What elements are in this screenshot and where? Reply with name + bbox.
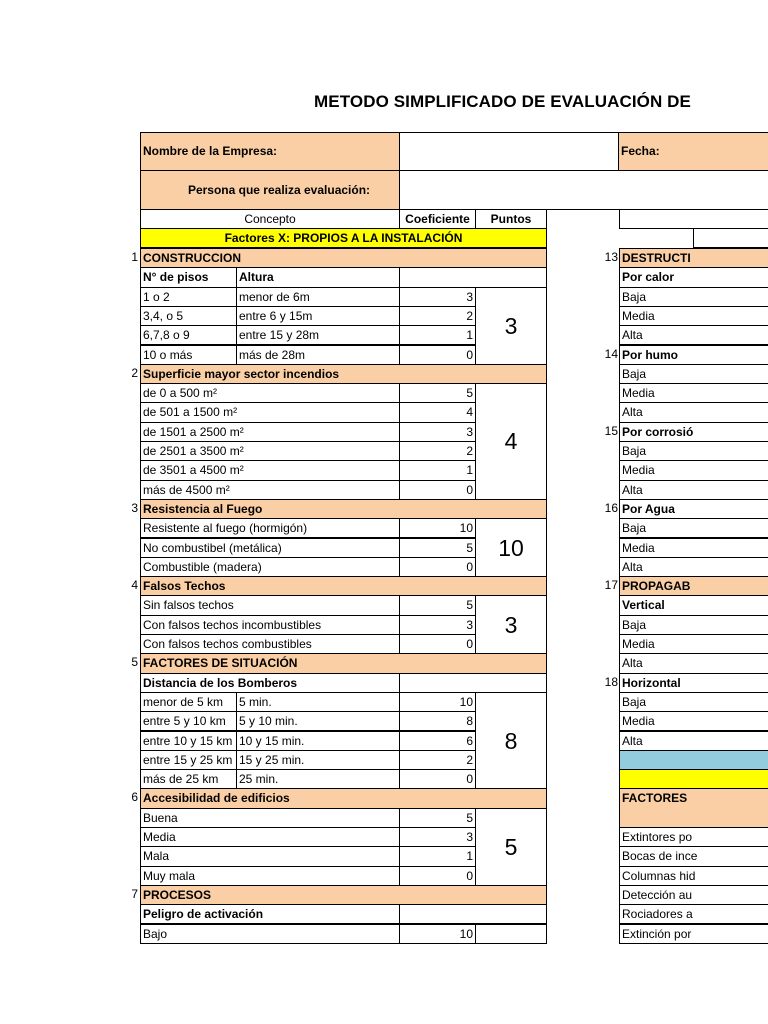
table-cell: Baja — [619, 692, 768, 712]
section-number: 3 — [131, 500, 138, 515]
table-cell: Alta — [619, 325, 768, 345]
table-cell: entre 15 y 28m — [236, 325, 400, 345]
right-blank — [693, 228, 768, 248]
points-cell: 3 — [475, 595, 547, 654]
table-cell: Alta — [619, 653, 768, 673]
fecha-label: Fecha: — [618, 132, 768, 171]
table-cell: Baja — [619, 287, 768, 307]
table-cell: 5 y 10 min. — [236, 711, 400, 731]
table-cell: No combustibel (metálica) — [140, 538, 400, 558]
coef-cell: 0 — [399, 866, 476, 886]
empresa-label: Nombre de la Empresa: — [140, 132, 400, 171]
sub-header-blank — [399, 267, 547, 287]
table-cell: de 3501 a 4500 m² — [140, 460, 400, 480]
table-cell: Resistente al fuego (hormigón) — [140, 518, 400, 538]
table-cell: Alta — [619, 557, 768, 577]
sub-header: Por Agua — [619, 499, 768, 519]
coef-cell: 5 — [399, 383, 476, 403]
sub-header: Altura — [236, 267, 400, 287]
sub-header-blank — [399, 673, 547, 693]
table-cell: Media — [619, 383, 768, 403]
table-cell: 15 y 25 min. — [236, 750, 400, 770]
table-cell: Baja — [619, 518, 768, 538]
section-number: 7 — [131, 886, 138, 901]
table-cell: de 2501 a 3500 m² — [140, 441, 400, 461]
table-cell: Bajo — [140, 924, 400, 944]
section-number: 5 — [131, 655, 138, 670]
coef-cell: 3 — [399, 287, 476, 307]
table-cell: más de 25 km — [140, 769, 237, 789]
table-cell: Combustible (madera) — [140, 557, 400, 577]
sub-header: Horizontal — [619, 673, 768, 693]
coef-cell: 8 — [399, 711, 476, 731]
points-cell — [475, 924, 547, 944]
table-cell: Media — [619, 460, 768, 480]
section-header: PROCESOS — [140, 885, 547, 905]
table-cell: Media — [619, 306, 768, 326]
points-cell: 4 — [475, 383, 547, 500]
table-cell: Media — [619, 538, 768, 558]
coef-cell: 0 — [399, 345, 476, 365]
section-number: 15 — [604, 423, 618, 438]
table-cell: Mala — [140, 846, 400, 866]
sub-header: Por corrosió — [619, 422, 768, 442]
table-cell: entre 15 y 25 km — [140, 750, 237, 770]
table-cell: de 501 a 1500 m² — [140, 402, 400, 422]
table-cell: entre 6 y 15m — [236, 306, 400, 326]
sub-header: N° de pisos — [140, 267, 237, 287]
factores-header: FACTORES — [619, 788, 768, 828]
section-header: Resistencia al Fuego — [140, 499, 547, 519]
coef-cell: 5 — [399, 808, 476, 828]
table-cell: menor de 5 km — [140, 692, 237, 712]
col-puntos: Puntos — [475, 209, 547, 229]
points-cell: 5 — [475, 808, 547, 886]
coef-cell: 1 — [399, 460, 476, 480]
section-number: 17 — [604, 578, 618, 593]
coef-cell: 2 — [399, 306, 476, 326]
col-concepto: Concepto — [140, 209, 400, 229]
empresa-input[interactable] — [399, 132, 619, 171]
persona-input[interactable] — [399, 170, 768, 210]
table-cell: entre 5 y 10 km — [140, 711, 237, 731]
table-cell: más de 28m — [236, 345, 400, 365]
points-cell: 10 — [475, 518, 547, 577]
table-cell: 10 o más — [140, 345, 237, 365]
table-cell: de 0 a 500 m² — [140, 383, 400, 403]
section-number: 18 — [604, 674, 618, 689]
coef-cell: 0 — [399, 480, 476, 500]
table-cell: Bocas de ince — [619, 846, 768, 866]
factores-x-banner: Factores X: PROPIOS A LA INSTALACIÓN — [140, 228, 547, 248]
section-number: 2 — [131, 365, 138, 380]
coef-cell: 2 — [399, 750, 476, 770]
sub-header: Por humo — [619, 345, 768, 365]
coef-cell: 10 — [399, 692, 476, 712]
section-header: DESTRUCTI — [619, 248, 768, 268]
section-number: 16 — [604, 500, 618, 515]
table-cell: Buena — [140, 808, 400, 828]
coef-cell: 3 — [399, 827, 476, 847]
table-cell: Media — [140, 827, 400, 847]
right-header-blank — [619, 209, 768, 229]
table-cell: 25 min. — [236, 769, 400, 789]
blue-band — [619, 750, 768, 770]
table-cell: Muy mala — [140, 866, 400, 886]
table-cell: Extintores po — [619, 827, 768, 847]
col-coeficiente: Coeficiente — [399, 209, 476, 229]
sub-header: Distancia de los Bomberos — [140, 673, 400, 693]
coef-cell: 1 — [399, 325, 476, 345]
yellow-band — [619, 769, 768, 789]
section-number: 14 — [604, 346, 618, 361]
table-cell: Con falsos techos incombustibles — [140, 615, 400, 635]
section-header: FACTORES DE SITUACIÓN — [140, 653, 547, 673]
coef-cell: 10 — [399, 924, 476, 944]
section-header: Falsos Techos — [140, 576, 547, 596]
table-cell: Media — [619, 634, 768, 654]
coef-cell: 10 — [399, 518, 476, 538]
coef-cell: 1 — [399, 846, 476, 866]
section-number: 4 — [131, 578, 138, 593]
table-cell: Media — [619, 711, 768, 731]
coef-cell: 5 — [399, 538, 476, 558]
coef-cell: 3 — [399, 615, 476, 635]
table-cell: de 1501 a 2500 m² — [140, 422, 400, 442]
page-title: METODO SIMPLIFICADO DE EVALUACIÓN DE — [314, 92, 691, 111]
coef-cell: 2 — [399, 441, 476, 461]
sub-header: Vertical — [619, 595, 768, 615]
table-cell: 5 min. — [236, 692, 400, 712]
section-number: 6 — [131, 790, 138, 805]
table-cell: Alta — [619, 731, 768, 751]
sub-header: Peligro de activación — [140, 904, 400, 924]
table-cell: Baja — [619, 615, 768, 635]
section-number: 13 — [604, 250, 618, 264]
table-cell: 6,7,8 o 9 — [140, 325, 237, 345]
table-cell: Con falsos techos combustibles — [140, 634, 400, 654]
table-cell: Sin falsos techos — [140, 595, 400, 615]
sub-header-blank — [399, 904, 547, 924]
table-cell: Columnas hid — [619, 866, 768, 886]
table-cell: Alta — [619, 402, 768, 422]
table-cell: Extinción por — [619, 924, 768, 944]
table-cell: más de 4500 m² — [140, 480, 400, 500]
table-cell: Alta — [619, 480, 768, 500]
table-cell: Baja — [619, 364, 768, 384]
table-cell: entre 10 y 15 km — [140, 731, 237, 751]
table-cell: 1 o 2 — [140, 287, 237, 307]
persona-label: Persona que realiza evaluación: — [140, 170, 400, 210]
table-cell: menor de 6m — [236, 287, 400, 307]
table-cell: Detección au — [619, 885, 768, 905]
coef-cell: 0 — [399, 634, 476, 654]
section-header: Superficie mayor sector incendios — [140, 364, 547, 384]
coef-cell: 0 — [399, 557, 476, 577]
table-cell: 10 y 15 min. — [236, 731, 400, 751]
points-cell: 3 — [475, 287, 547, 365]
coef-cell: 6 — [399, 731, 476, 751]
section-header: PROPAGAB — [619, 576, 768, 596]
table-cell: Rociadores a — [619, 904, 768, 924]
sub-header: Por calor — [619, 267, 768, 287]
table-cell: Baja — [619, 441, 768, 461]
points-cell: 8 — [475, 692, 547, 790]
table-cell: 3,4, o 5 — [140, 306, 237, 326]
coef-cell: 0 — [399, 769, 476, 789]
coef-cell: 5 — [399, 595, 476, 615]
section-number: 1 — [131, 250, 138, 264]
section-header: Accesibilidad de edificios — [140, 788, 547, 808]
coef-cell: 4 — [399, 402, 476, 422]
section-header: CONSTRUCCION — [140, 248, 547, 268]
coef-cell: 3 — [399, 422, 476, 442]
